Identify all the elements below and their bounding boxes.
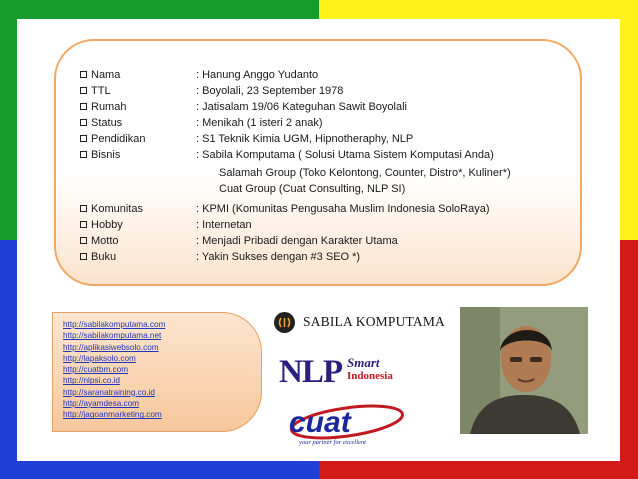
profile-row bbox=[80, 250, 360, 265]
checkbox-icon bbox=[80, 119, 87, 126]
checkbox-icon bbox=[80, 253, 87, 260]
profile-value: : Boyolali, 23 September 1978 bbox=[196, 85, 344, 97]
slide bbox=[17, 19, 620, 461]
checkbox-icon bbox=[80, 103, 87, 110]
profile-value: : S1 Teknik Kimia UGM, Hipnotheraphy, NLP bbox=[196, 133, 414, 145]
checkbox-icon bbox=[80, 71, 87, 78]
link-list bbox=[53, 313, 261, 421]
sabila-logo bbox=[274, 311, 445, 333]
profile-row bbox=[80, 218, 252, 233]
profile-continuation: Salamah Group (Toko Kelontong, Counter, Distro*, Kuliner*) bbox=[219, 167, 511, 179]
profile-continuation: Cuat Group (Cuat Consulting, NLP SI) bbox=[219, 183, 406, 195]
cuat-logo bbox=[277, 402, 407, 448]
profile-value: : Menikah (1 isteri 2 anak) bbox=[196, 117, 323, 129]
profile-value: : Yakin Sukses dengan #3 SEO *) bbox=[196, 251, 361, 263]
sabila-logo-icon bbox=[274, 312, 295, 333]
portrait-photo bbox=[460, 307, 588, 434]
profile-value: : Menjadi Pribadi dengan Karakter Utama bbox=[196, 235, 398, 247]
links-panel bbox=[52, 312, 262, 432]
profile-label: Hobby bbox=[91, 219, 123, 231]
website-link[interactable]: http://nlpsi.co.id bbox=[63, 376, 120, 386]
profile-value: : Sabila Komputama ( Solusi Utama Sistem Komputasi Anda) bbox=[196, 149, 494, 161]
website-link[interactable]: http://sabilakomputama.net bbox=[63, 331, 162, 341]
nlp-logo-main: NLP bbox=[279, 354, 342, 390]
website-link[interactable]: http://ayamdesa.com bbox=[63, 399, 139, 409]
profile-label: Pendidikan bbox=[91, 133, 146, 145]
profile-value: : KPMI (Komunitas Pengusaha Muslim Indonesia SoloRaya) bbox=[196, 203, 490, 215]
nlp-logo-smart: Smart bbox=[347, 355, 380, 370]
sabila-logo-text: SABILA KOMPUTAMA bbox=[303, 314, 446, 329]
profile-value: : Jatisalam 19/06 Kateguhan Sawit Boyolali bbox=[196, 101, 407, 113]
profile-value: : Internetan bbox=[196, 219, 252, 231]
profile-row bbox=[80, 148, 494, 163]
website-link[interactable]: http://lapaksolo.com bbox=[63, 353, 136, 363]
website-link[interactable]: http://saranatraining.co.id bbox=[63, 387, 155, 397]
checkbox-icon bbox=[80, 237, 87, 244]
website-link[interactable]: http://aplikasiwebsolo.com bbox=[63, 342, 159, 352]
profile-row bbox=[80, 68, 318, 83]
checkbox-icon bbox=[80, 87, 87, 94]
profile-label: Komunitas bbox=[91, 203, 143, 215]
profile-row bbox=[80, 116, 323, 131]
profile-card bbox=[54, 39, 582, 286]
cuat-logo-text: cuat bbox=[289, 406, 351, 439]
website-link[interactable]: http://jagoanmarketing.com bbox=[63, 410, 162, 420]
profile-value: : Hanung Anggo Yudanto bbox=[196, 69, 319, 81]
checkbox-icon bbox=[80, 151, 87, 158]
nlp-logo-indonesia: Indonesia bbox=[347, 370, 393, 382]
nlp-smart-logo bbox=[279, 352, 399, 392]
profile-label: Buku bbox=[91, 251, 117, 263]
website-link[interactable]: http://cuatbm.com bbox=[63, 365, 129, 375]
checkbox-icon bbox=[80, 205, 87, 212]
profile-row bbox=[80, 132, 413, 147]
profile-label: Bisnis bbox=[91, 149, 121, 161]
checkbox-icon bbox=[80, 135, 87, 142]
profile-row bbox=[80, 100, 407, 115]
profile-label: Status bbox=[91, 117, 123, 129]
profile-row bbox=[80, 84, 343, 99]
checkbox-icon bbox=[80, 221, 87, 228]
profile-label: Rumah bbox=[91, 101, 127, 113]
profile-row bbox=[80, 202, 489, 217]
profile-label: Motto bbox=[91, 235, 119, 247]
website-link[interactable]: http://sabilakomputama.com bbox=[63, 320, 166, 329]
profile-label: Nama bbox=[91, 69, 121, 81]
cuat-logo-tagline: your partner for excellent bbox=[299, 439, 366, 446]
profile-row bbox=[80, 234, 398, 249]
profile-label: TTL bbox=[91, 85, 111, 97]
